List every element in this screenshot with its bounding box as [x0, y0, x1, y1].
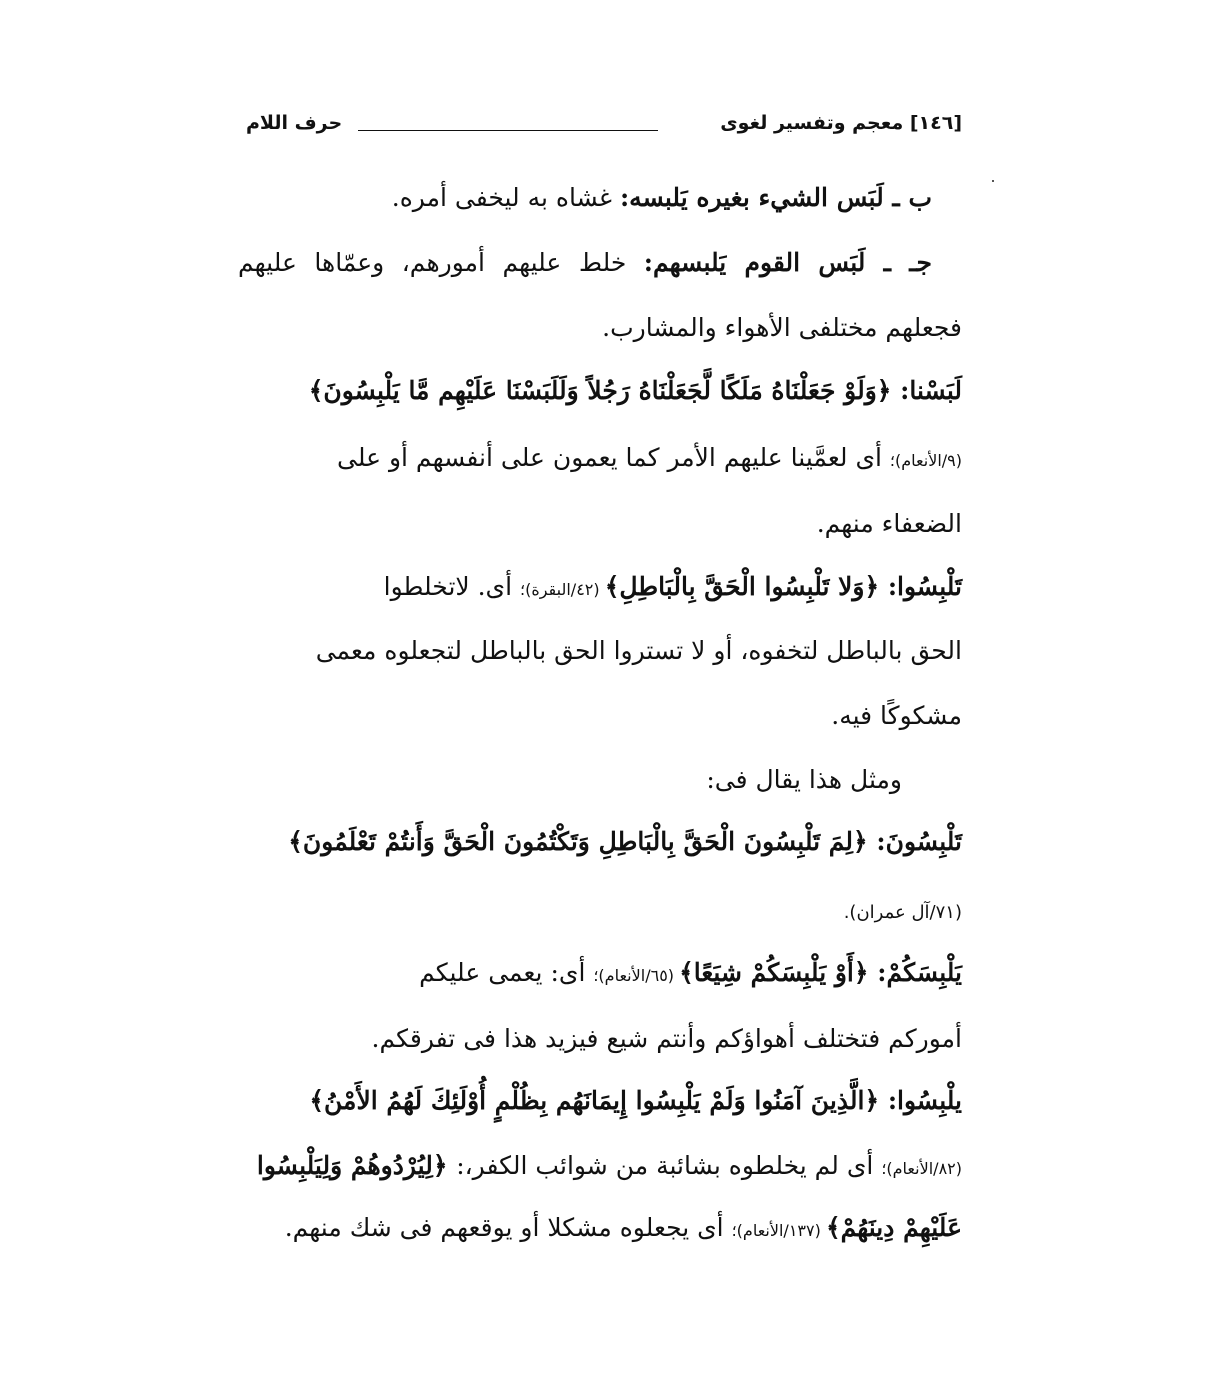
verse-reference: (٧١/آل عمران). [843, 902, 962, 923]
entry-text: مشكوكًا فيه. [831, 701, 962, 730]
quran-quote: عَلَيْهِمْ دِينَهُمْ﴾ [825, 1213, 962, 1242]
text-line-11 [238, 822, 962, 862]
quran-quote: ﴿أَوْ يَلْبِسَكُمْ شِيَعًا﴾ [679, 958, 878, 987]
entry-text: خلط عليهم أمورهم، وعمّاها عليهم [238, 248, 644, 277]
entry-head: تَلْبِسُوا: [887, 572, 962, 601]
text-line-14 [238, 1019, 962, 1059]
text-line-13 [238, 953, 962, 996]
quran-quote: ﴿الَّذِينَ آمَنُوا وَلَمْ يَلْبِسُوا إِيمَانَهُم بِظُلْمٍ أُوْلَئِكَ لَهُمُ الأَمْنُ﴾ [309, 1086, 888, 1115]
entry-text: غشاه به ليخفى أمره. [391, 183, 620, 212]
text-line-12 [238, 890, 962, 933]
entry-text: ومثل هذا يقال فى: [706, 765, 902, 794]
entry-head: يلْبِسُوا: [887, 1086, 962, 1115]
entry-head: ب ـ لَبَس الشيء بغيره يَلبسه: [619, 183, 932, 212]
entry-head: يَلْبِسَكُمْ: [877, 958, 962, 987]
header-rule [358, 130, 658, 131]
entry-text: الضعفاء منهم. [816, 509, 962, 538]
text-line-3 [238, 308, 962, 348]
quran-quote: ﴿لِيُرْدُوهُمْ وَلِيَلْبِسُوا [256, 1151, 457, 1180]
entry-head: جـ ـ لَبَس القوم يَلبسهم: [643, 248, 932, 277]
entry-text: أى. لاتخلطوا [383, 572, 521, 601]
text-line-9 [238, 696, 962, 736]
text-line-10 [238, 760, 962, 800]
page-header [246, 112, 962, 146]
scan-speck [992, 180, 994, 182]
text-line-5 [238, 438, 962, 481]
verse-reference: (٨٢/الأنعام)؛ [881, 1159, 962, 1178]
text-line-15 [238, 1081, 962, 1121]
text-line-8 [238, 631, 962, 671]
quran-quote: ﴿وَلَوْ جَعَلْنَاهُ مَلَكًا لَّجَعَلْنَاهُ رَجُلاً وَلَلَبَسْنَا عَلَيْهِم مَّا يَلْبِسُونَ﴾ [308, 376, 901, 405]
entry-text: أى: يعمى عليكم [419, 958, 594, 987]
verse-reference: (١٣٧/الأنعام)؛ [731, 1221, 826, 1240]
text-line-7 [238, 567, 962, 610]
text-line-6 [238, 504, 962, 544]
entry-text: أى يجعلوه مشكلا أو يوقعهم فى شك منهم. [284, 1213, 732, 1242]
quran-quote: ﴿لِمَ تَلْبِسُونَ الْحَقَّ بِالْبَاطِلِ وَتَكْتُمُونَ الْحَقَّ وَأَنتُمْ تَعْلَمُونَ﴾ [288, 827, 877, 856]
text-line-4 [238, 371, 962, 411]
entry-text: الحق بالباطل لتخفوه، أو لا تستروا الحق بالباطل لتجعلوه معمى [315, 636, 962, 665]
quran-quote: ﴿وَلا تَلْبِسُوا الْحَقَّ بِالْبَاطِلِ﴾ [604, 572, 888, 601]
book-title: [١٤٦] معجم وتفسير لغوى [720, 112, 962, 134]
verse-reference: (٤٢/البقرة)؛ [520, 580, 605, 599]
verse-reference: (٩/الأنعام)؛ [889, 451, 962, 470]
entry-text: أموركم فتختلف أهواؤكم وأنتم شيع فيزيد هذا فى تفرقكم. [371, 1024, 962, 1053]
text-line-1 [238, 178, 962, 218]
entry-text: أى لعمَّينا عليهم الأمر كما يعمون على أنفسهم أو على [336, 443, 890, 472]
entry-head: لَبَسْنا: [900, 376, 962, 405]
text-line-16 [238, 1146, 962, 1189]
entry-text: فجعلهم مختلفى الأهواء والمشارب. [602, 313, 962, 342]
section-title: حرف اللام [246, 112, 343, 134]
text-line-2 [238, 243, 962, 283]
entry-head: تَلْبِسُونَ: [876, 827, 962, 856]
entry-text: أى لم يخلطوه بشائبة من شوائب الكفر،: [456, 1151, 882, 1180]
verse-reference: (٦٥/الأنعام)؛ [593, 966, 680, 985]
text-line-17 [238, 1208, 962, 1251]
